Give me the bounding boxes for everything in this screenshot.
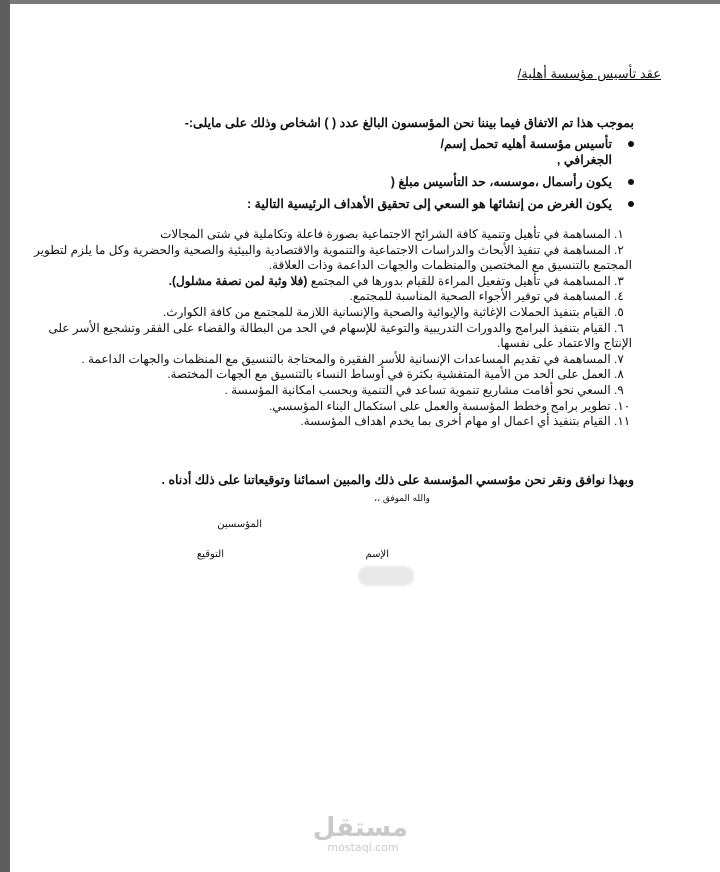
objective-item — [17, 274, 632, 290]
closing-statement: وبهذا نوافق ونقر نحن مؤسسي المؤسسة على ذلك والمبين اسمائنا وتوقيعاتنا على ذلك أدناه . — [161, 473, 634, 487]
objective-item — [17, 352, 632, 368]
objective-text: المساهمة في تأهيل وتفعيل المراءة للقيام بدورها في المجتمع (فلا وثبة لمن نصفة مشلول). — [168, 273, 611, 288]
objective-item — [17, 243, 632, 274]
objective-item — [17, 227, 632, 243]
objective-text: المساهمة في توفير الأجواء الصحية المناسبة للمجتمع. — [349, 289, 611, 304]
signature-label: التوقيع — [196, 549, 224, 560]
watermark-logo: مستقل — [312, 813, 408, 843]
objective-text: العمل على الحد من الأمية المتفشية بكثرة في أوساط النساء بالتنسيق مع الجهات المختصة. — [167, 367, 611, 382]
bullet-icon — [628, 179, 634, 185]
objective-text: القيام بتنفيذ الحملات الإغاثية والإيوائية والصحية والإنسانية اللازمة للمجتمع من كافة الكوارث. — [162, 304, 611, 319]
bullet-continuation: الجغرافي , — [556, 153, 612, 167]
watermark-url: mostaql.com — [327, 841, 399, 854]
objective-number: ٢. — [614, 242, 624, 257]
objective-number: ٧. — [614, 351, 624, 366]
objective-item — [17, 383, 632, 399]
name-label: الإسم — [365, 549, 389, 560]
objective-bold-part: (فلا وثبة لمن نصفة مشلول). — [168, 273, 308, 288]
bullet-text: تأسيس مؤسسة أهليه تحمل إسم/ — [440, 137, 612, 151]
objective-number: ١. — [614, 227, 624, 241]
objective-text: المساهمة في تقديم المساعدات الإنسانية للأسر الفقيرة والمحتاجة بالتنسيق مع المنظمات والجهات الداعمة . — [81, 351, 611, 366]
objective-item — [17, 305, 632, 321]
objective-text: المساهمة في تنفيذ الأبحاث والدراسات الاجتماعية والتنموية والاقتصادية والبيئية والصحية والحضرية وكل ما يلزم لتطوير المجتمع بالتنسيق مع المختصين والمنظمات والجهات الداعمة وذات العلاقة. — [34, 242, 632, 273]
objective-item — [17, 414, 632, 430]
objective-item — [17, 321, 632, 352]
page-left-edge — [0, 0, 10, 872]
intro-paragraph: بموجب هذا تم الاتفاق فيما بيننا نحن المؤسسون البالغ عدد ( ) اشخاص وذلك على مايلى:- — [184, 116, 634, 130]
redacted-name-smudge — [358, 566, 414, 586]
objective-text: السعي نحو أقامت مشاريع تنموية تساعد في التنمية وبحسب امكانية المؤسسة . — [224, 382, 611, 397]
objective-item — [17, 399, 632, 415]
document-title: عقد تأسيس مؤسسة أهلية/ — [517, 66, 661, 81]
objective-number: ٨. — [614, 367, 624, 382]
founders-label: المؤسسين — [217, 519, 262, 530]
bullet-text: يكون الغرض من إنشائها هو السعي إلى تحقيق الأهداف الرئيسية التالية : — [247, 197, 612, 211]
bullet-item — [114, 136, 634, 168]
bullet-icon — [628, 141, 634, 147]
objective-item — [17, 289, 632, 305]
objective-item — [17, 367, 632, 383]
objective-number: ٣. — [614, 273, 624, 288]
objective-number: ٥. — [614, 304, 624, 319]
objective-text: تطوير برامج وخطط المؤسسة والعمل على استكمال البناء المؤسسي. — [268, 398, 611, 413]
objective-number: ٦. — [614, 320, 624, 335]
objective-number: ٩. — [614, 382, 624, 397]
objective-number: ١٠. — [614, 398, 631, 413]
bullet-icon — [628, 201, 634, 207]
bullet-text: يكون رأسمال ،موسسه، حد التأسيس مبلغ ( — [390, 175, 612, 189]
bullet-item — [114, 196, 634, 212]
page-top-edge — [0, 0, 720, 4]
objective-text: القيام بتنفيذ البرامج والدورات التدريبية والتوعية للإسهام في الحد من البطالة والقضاء على الفقر وتشجيع الأسر على الإنتاج والاعتماد على نفسها. — [48, 320, 632, 351]
objective-number: ١١. — [614, 414, 631, 429]
objective-text: القيام بتنفيذ أي اعمال او مهام أخرى بما يخدم اهداف المؤسسة. — [300, 414, 611, 429]
objective-number: ٤. — [614, 289, 624, 304]
blessing-text: والله الموفق ،، — [374, 494, 430, 504]
objective-text: المساهمة في تأهيل وتنمية كافة الشرائح الاجتماعية بصورة فاعلة وتكاملية في شتى المجالات — [160, 227, 611, 241]
bullet-item — [114, 174, 634, 190]
mostaql-watermark — [312, 813, 408, 854]
objectives-list — [17, 227, 632, 430]
bullet-list — [114, 136, 634, 218]
